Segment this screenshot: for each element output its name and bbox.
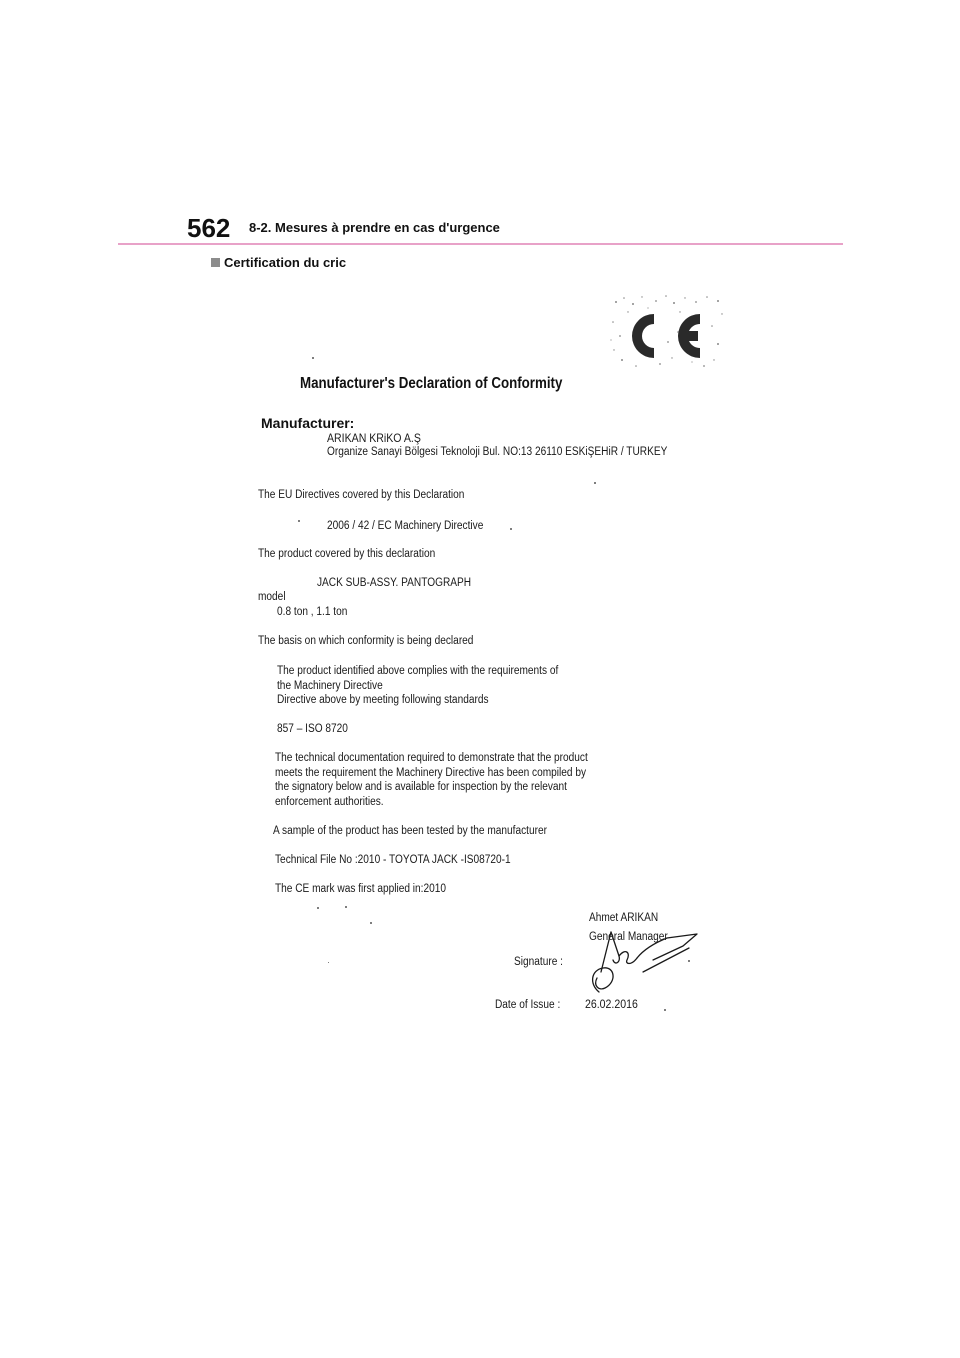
- technical-file: Technical File No :2010 - TOYOTA JACK -IS08720-1: [275, 854, 511, 866]
- handwritten-signature: [585, 922, 700, 1002]
- section-title: [211, 255, 346, 270]
- compliance-line: the Machinery Directive: [277, 680, 383, 692]
- model-value: 0.8 ton , 1.1 ton: [277, 606, 348, 618]
- scan-speck: [594, 482, 596, 484]
- scan-speck: [328, 962, 329, 963]
- scan-speck: [312, 357, 314, 359]
- ce-mark-logo: [608, 292, 726, 370]
- scan-speck: [510, 528, 512, 530]
- sample-statement: A sample of the product has been tested by the manufacturer: [273, 825, 547, 837]
- technical-line: the signatory below and is available for inspection by the relevant: [275, 781, 567, 793]
- technical-line: The technical documentation required to demonstrate that the product: [275, 752, 588, 764]
- signatory-name: Ahmet ARIKAN: [589, 912, 659, 924]
- product-name: JACK SUB-ASSY. PANTOGRAPH: [317, 577, 472, 589]
- compliance-line: The product identified above complies with the requirements of: [277, 665, 559, 677]
- basis-label: The basis on which conformity is being declared: [258, 635, 474, 647]
- manufacturer-name: ARIKAN KRiKO A.Ş: [327, 431, 421, 445]
- manufacturer-label: Manufacturer:: [261, 415, 355, 431]
- manufacturer-address: Organize Sanayi Bölgesi Teknoloji Bul. NO:13 26110 ESKiŞEHiR / TURKEY: [327, 446, 668, 458]
- model-label: model: [258, 591, 286, 603]
- directive-value: 2006 / 42 / EC Machinery Directive: [327, 520, 484, 532]
- signature-label: Signature :: [514, 956, 563, 968]
- declaration-title: Manufacturer's Declaration of Conformity: [300, 375, 563, 392]
- signatory-title: General Manager: [589, 931, 668, 943]
- date-label: Date of Issue :: [495, 999, 561, 1011]
- scan-speck: [298, 520, 300, 522]
- standard-value: 857 – ISO 8720: [277, 723, 348, 735]
- header-rule: [118, 243, 843, 245]
- product-label: The product covered by this declaration: [258, 548, 436, 560]
- square-bullet-icon: [211, 258, 220, 267]
- ce-mark-statement: The CE mark was first applied in:2010: [275, 883, 446, 895]
- scan-speck: [317, 907, 319, 909]
- scan-speck: [345, 906, 347, 908]
- technical-line: enforcement authorities.: [275, 796, 384, 808]
- scan-speck: [370, 922, 372, 924]
- scan-speck: [664, 1009, 666, 1011]
- page-number: 562: [187, 213, 231, 243]
- technical-line: meets the requirement the Machinery Directive has been compiled by: [275, 767, 587, 779]
- chapter-title: 8-2. Mesures à prendre en cas d'urgence: [249, 220, 500, 235]
- directives-label: The EU Directives covered by this Declaration: [258, 489, 465, 501]
- compliance-line: Directive above by meeting following standards: [277, 694, 489, 706]
- section-title-text: Certification du cric: [224, 255, 347, 270]
- date-value: 26.02.2016: [585, 997, 638, 1011]
